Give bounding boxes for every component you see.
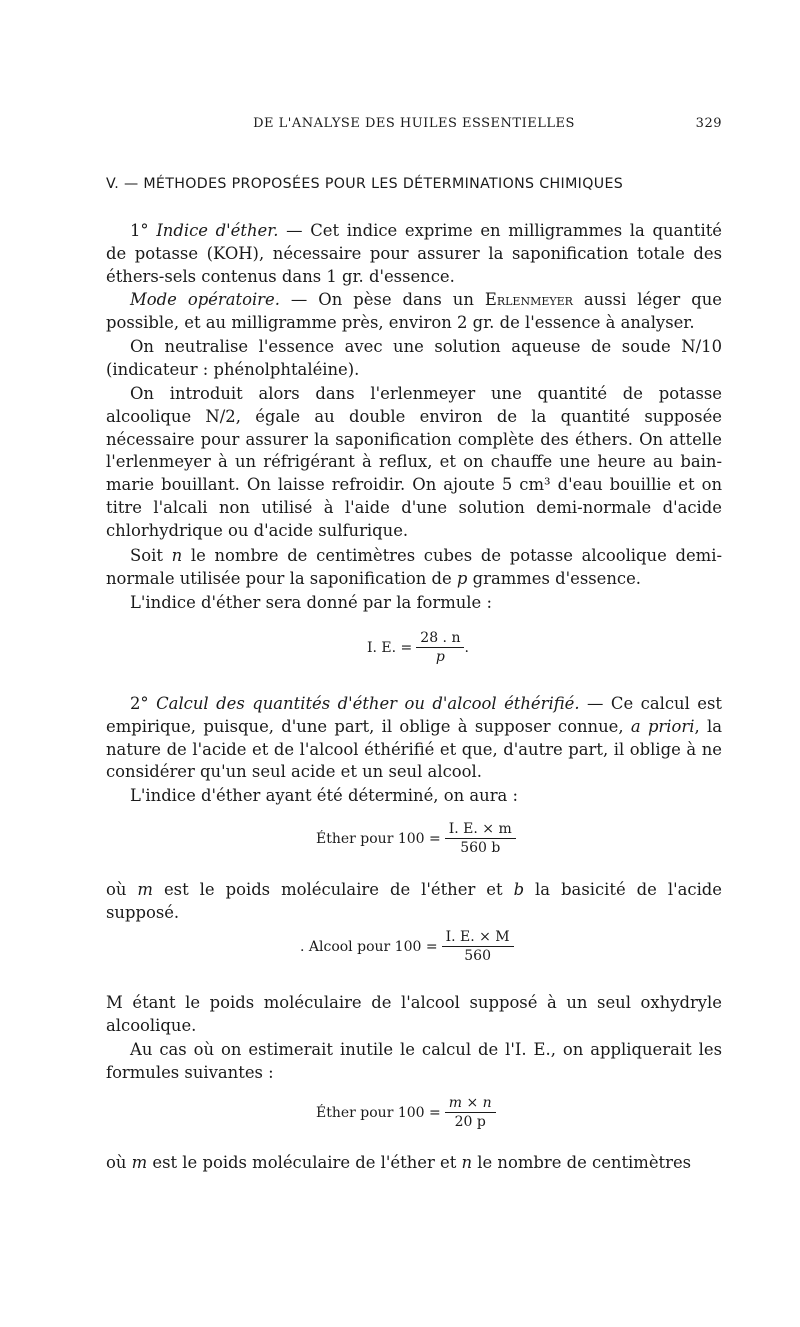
paragraph-definition-m-b: où m est le poids moléculaire de l'éther et b la basicité de l'acide supposé. <box>106 880 723 922</box>
paragraph-title: Calcul des quantités d'éther ou d'alcool éthérifié. <box>156 694 580 713</box>
item-number: 1° <box>130 221 149 240</box>
formula-ether-sans-ie: Éther pour 100 = $\frac{m \times n}{20 p}$ <box>316 1095 496 1130</box>
author-name: Erlenmeyer <box>484 290 573 309</box>
fraction: $\frac{28 . n}{p}$ <box>416 630 464 665</box>
formula-indice-ether: I. E. = $\frac{28 . n}{p}$ . <box>367 630 469 665</box>
formula-alcool-pour-100: . Alcool pour 100 = $\frac{I. E. \times M}{560}$ <box>300 929 514 964</box>
paragraph-indice-determine: L'indice d'éther ayant été déterminé, on aura : <box>130 786 519 805</box>
paragraph-title: Indice d'éther. <box>156 221 279 240</box>
fraction: $\frac{I. E. \times m}{560 b}$ <box>445 821 516 856</box>
item-number: 2° <box>130 694 149 713</box>
paragraph-mode-operatoire: Mode opératoire. — On pèse dans un Erlenmeyer aussi léger que possible, et au milligramme près, environ 2 gr. de l'essence à analyser. <box>106 290 722 332</box>
formula-ether-pour-100: Éther pour 100 = $\frac{I. E. \times m}{560 b}$ <box>316 821 516 856</box>
paragraph-saponification: On introduit alors dans l'erlenmeyer une quantité de potasse alcoolique N/2, égale au double environ de la quantité supposée nécessaire pour assurer la saponification complète des éthers. On attelle l'erlenmeyer à un réfrigérant à reflux, et on chauffe une heure au bain-marie bouillant. On laisse refroidir. On ajoute 5 cm³ d'eau bouillie et on titre l'alcali non utilisé à l'aide d'une solution demi-normale d'acide chlorhydrique ou d'acide sulfurique. <box>106 384 722 540</box>
section-heading: V. — MÉTHODES PROPOSÉES POUR LES DÉTERMINATIONS CHIMIQUES <box>106 176 624 192</box>
fraction: $\frac{I. E. \times M}{560}$ <box>442 929 514 964</box>
paragraph-definition-M: M étant le poids moléculaire de l'alcool supposé à un seul oxhydryle alcoolique. <box>106 993 722 1035</box>
paragraph-title: Mode opératoire. <box>130 290 280 309</box>
paragraph-formules-suivantes: Au cas où on estimerait inutile le calcul de l'I. E., on appliquerait les formules suivantes : <box>106 1040 722 1082</box>
paragraph-indice-ether <box>106 220 722 288</box>
paragraph-definition-m-n: où m est le poids moléculaire de l'éther et n le nombre de centimètres <box>106 1153 692 1172</box>
page-number: 329 <box>695 116 722 131</box>
running-title: DE L'ANALYSE DES HUILES ESSENTIELLES <box>253 116 575 131</box>
paragraph-definition-n: Soit n le nombre de centimètres cubes de potasse alcoolique demi-normale utilisée pour la saponification de p grammes d'essence. <box>106 546 723 588</box>
paragraph-formula-intro: L'indice d'éther sera donné par la formule : <box>130 593 492 612</box>
running-header <box>106 116 722 138</box>
paragraph-text: — Cet indice exprime en milligrammes la quantité de potasse (KOH), nécessaire pour assurer la saponification totale des éthers-sels contenus dans 1 gr. d'essence. <box>106 221 723 286</box>
fraction: $\frac{m \times n}{20 p}$ <box>445 1095 496 1130</box>
paragraph-calcul-quantites: 2° Calcul des quantités d'éther ou d'alcool éthérifié. — Ce calcul est empirique, puisque, d'une part, il oblige à supposer connue, a priori, la nature de l'acide et de l'alcool éthérifié et que, d'autre part, il oblige à ne considérer qu'un seul acide et un seul alcool. <box>106 694 723 782</box>
paragraph-neutralisation: On neutralise l'essence avec une solution aqueuse de soude N/10 (indicateur : phénolphtaléine). <box>106 337 722 379</box>
